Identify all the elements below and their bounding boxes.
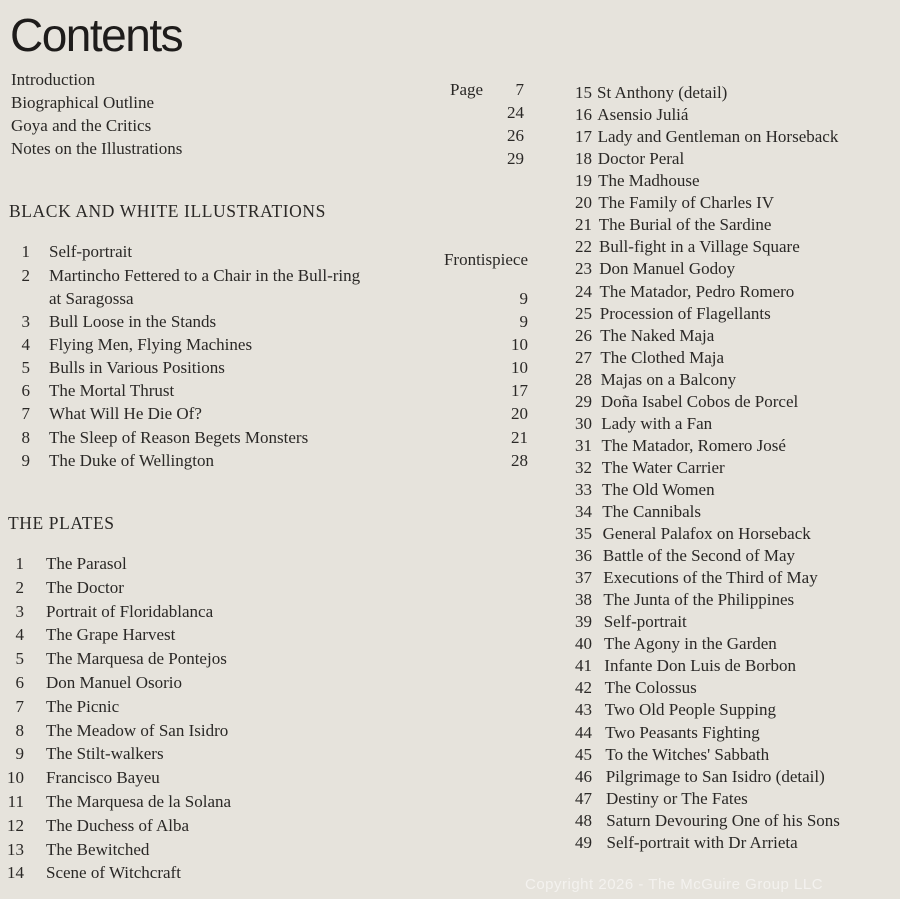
plate-item	[0, 649, 540, 669]
bw-item-number: 1	[21, 242, 30, 261]
plate-item	[0, 768, 540, 788]
plate-number: 15	[575, 83, 592, 102]
plate-item	[556, 259, 900, 279]
plate-title: Majas on a Balcony	[600, 369, 737, 389]
bw-item-title: Self-portrait	[49, 242, 133, 261]
bw-item-page-row	[0, 358, 540, 378]
plate-title: The Picnic	[46, 696, 120, 716]
plate-item	[556, 634, 900, 654]
plate-number: 14	[7, 863, 24, 883]
plate-item	[556, 678, 900, 698]
plate-number: 34	[575, 501, 592, 521]
plate-item	[556, 590, 900, 610]
toc-item-page: 7	[515, 80, 524, 99]
bw-item	[0, 266, 540, 286]
plate-item	[556, 767, 900, 787]
plate-title: Battle of the Second of May	[602, 546, 796, 565]
plate-title: Don Manuel Godoy	[599, 259, 736, 279]
plate-number: 41	[575, 656, 592, 676]
plate-number: 3	[15, 601, 24, 621]
plate-title: The Junta of the Philippines	[603, 590, 795, 610]
plate-title: Infante Don Luis de Borbon	[604, 656, 796, 676]
plate-item	[556, 811, 900, 831]
plate-number: 24	[575, 281, 592, 301]
plate-item	[556, 656, 900, 676]
bw-item-page: Frontispiece	[443, 250, 528, 269]
bw-item-page-row	[0, 404, 540, 424]
plate-item	[556, 700, 900, 720]
plate-number: 22	[575, 237, 592, 257]
plate-title: Doctor Peral	[597, 149, 685, 169]
plate-item	[0, 721, 540, 741]
plate-item	[556, 745, 900, 765]
plate-number: 9	[15, 744, 24, 764]
plate-title: Procession of Flagellants	[599, 303, 771, 323]
plate-title: The Cannibals	[602, 501, 701, 521]
plate-item	[556, 480, 900, 500]
plate-item	[556, 370, 900, 390]
bw-item-title: Bulls in Various Positions	[49, 358, 225, 377]
plate-number: 32	[575, 457, 592, 477]
plate-item	[556, 546, 900, 566]
plate-number: 11	[7, 792, 24, 811]
bw-item-page-row	[0, 428, 540, 448]
bw-item-page: 9	[519, 289, 528, 308]
bw-item-title: The Mortal Thrust	[49, 381, 175, 400]
bw-item-title-cont: at Saragossa	[49, 289, 134, 308]
plate-title: The Stilt-walkers	[46, 744, 164, 764]
plate-item	[556, 348, 900, 368]
plate-title: Bull-fight in a Village Square	[599, 237, 800, 257]
bw-item-number: 9	[21, 451, 30, 470]
plate-title: Self-portrait with Dr Arrieta	[606, 832, 798, 852]
plate-number: 44	[575, 722, 592, 742]
plate-title: The Matador, Pedro Romero	[599, 281, 795, 301]
plate-item	[0, 863, 540, 883]
plate-number: 46	[575, 766, 592, 786]
bw-item-title: Flying Men, Flying Machines	[49, 335, 253, 354]
plate-number: 17	[575, 127, 592, 147]
plate-number: 4	[15, 625, 24, 645]
bw-item-title: The Sleep of Reason Begets Monsters	[49, 428, 309, 447]
plate-number: 8	[15, 720, 24, 740]
plate-number: 19	[575, 171, 592, 191]
toc-item-text: Notes on the Illustrations	[11, 139, 183, 158]
plate-item	[556, 171, 900, 191]
plate-number: 2	[15, 577, 24, 597]
plate-item	[556, 502, 900, 522]
plate-item	[556, 436, 900, 456]
plate-item	[556, 304, 900, 324]
bw-heading: BLACK AND WHITE ILLUSTRATIONS	[9, 201, 326, 221]
plate-title: The Bewitched	[46, 839, 150, 859]
plate-item	[0, 625, 540, 645]
plate-title: The Clothed Maja	[600, 347, 725, 367]
page-label: Page	[450, 80, 484, 99]
plate-title: The Naked Maja	[600, 325, 715, 345]
plate-number: 30	[575, 413, 592, 433]
bw-item-page-row	[0, 451, 540, 471]
bw-item-number: 6	[21, 381, 30, 400]
plate-number: 33	[575, 479, 592, 499]
plate-title: The Marquesa de la Solana	[46, 792, 232, 811]
plate-item	[556, 83, 900, 103]
plate-item	[556, 105, 900, 125]
plate-title: Asensio Juliá	[597, 105, 689, 124]
plate-item	[556, 833, 900, 853]
plate-title: The Burial of the Sardine	[598, 215, 772, 235]
plates-heading: THE PLATES	[8, 513, 115, 533]
plate-item	[556, 458, 900, 478]
bw-item-number: 3	[21, 312, 30, 331]
plate-item	[556, 215, 900, 235]
plate-title: The Parasol	[46, 554, 127, 573]
plate-item	[556, 149, 900, 169]
plate-item	[556, 392, 900, 412]
plate-number: 10	[7, 768, 24, 788]
plate-number: 39	[575, 612, 592, 632]
toc-item-text: Biographical Outline	[11, 93, 155, 112]
page-title: Contents	[10, 9, 183, 61]
plate-number: 38	[575, 590, 592, 610]
toc-item-page: 24	[507, 103, 524, 122]
plate-title: The Old Women	[602, 479, 715, 499]
plate-number: 7	[15, 696, 24, 716]
plate-number: 21	[575, 215, 592, 235]
plate-title: Portrait of Floridablanca	[46, 601, 214, 621]
plate-item	[0, 554, 540, 574]
plate-title: The Family of Charles IV	[598, 193, 775, 213]
plate-title: Francisco Bayeu	[46, 768, 160, 788]
plate-title: General Palafox on Horseback	[602, 524, 811, 543]
plate-item	[0, 602, 540, 622]
plate-number: 28	[575, 369, 592, 389]
plate-title: Lady with a Fan	[601, 413, 713, 433]
plate-item	[556, 723, 900, 743]
plate-number: 16	[575, 105, 592, 124]
plate-number: 20	[575, 193, 592, 213]
plate-title: Lady and Gentleman on Horseback	[597, 127, 839, 147]
plate-title: The Marquesa de Pontejos	[46, 649, 227, 669]
plate-title: Saturn Devouring One of his Sons	[606, 810, 840, 830]
toc-item-page-row	[0, 149, 540, 169]
plate-title: Two Peasants Fighting	[605, 722, 760, 742]
plate-title: The Water Carrier	[601, 457, 725, 477]
plate-title: St Anthony (detail)	[597, 83, 728, 102]
bw-item-title: Martincho Fettered to a Chair in the Bull-ring	[49, 266, 361, 285]
plate-title: Destiny or The Fates	[606, 788, 748, 808]
plate-item	[0, 697, 540, 717]
bw-item-page: 28	[511, 451, 528, 470]
plate-number: 37	[575, 568, 592, 588]
plate-title: The Meadow of San Isidro	[46, 720, 229, 740]
plate-item	[556, 568, 900, 588]
plate-title: Pilgrimage to San Isidro (detail)	[605, 766, 825, 786]
right-column	[556, 0, 900, 899]
plate-item	[556, 612, 900, 632]
plate-item	[0, 792, 540, 812]
plate-item	[556, 127, 900, 147]
plate-number: 40	[575, 634, 592, 654]
bw-item-title: Bull Loose in the Stands	[49, 312, 217, 331]
plate-number: 18	[575, 149, 592, 169]
plate-number: 42	[575, 678, 592, 698]
bw-item-page: 9	[519, 312, 528, 331]
plate-item	[556, 282, 900, 302]
plate-number: 5	[15, 649, 24, 669]
plate-number: 31	[575, 435, 592, 455]
bw-item-cont	[0, 289, 540, 309]
plate-title: Self-portrait	[603, 612, 687, 632]
bw-item-page: 17	[511, 381, 528, 400]
plate-number: 12	[7, 815, 24, 835]
plate-title: The Grape Harvest	[46, 625, 176, 645]
plate-title: The Duchess of Alba	[46, 815, 190, 835]
plate-number: 43	[575, 700, 592, 720]
toc-item-text: Introduction	[11, 70, 96, 89]
plate-item	[556, 237, 900, 257]
plate-item	[0, 840, 540, 860]
plate-item	[556, 193, 900, 213]
plate-number: 27	[575, 347, 592, 367]
plate-number: 36	[575, 546, 592, 565]
copyright-watermark: Copyright 2026 - The McGuire Group LLC	[525, 876, 824, 893]
bw-item-page: 10	[511, 335, 528, 354]
plate-item	[556, 789, 900, 809]
plate-title: Scene of Witchcraft	[46, 863, 181, 883]
plate-title: Doña Isabel Cobos de Porcel	[600, 391, 799, 411]
bw-item-page-row	[0, 381, 540, 401]
plate-title: The Doctor	[46, 577, 124, 597]
plate-title: Don Manuel Osorio	[46, 673, 182, 692]
plate-number: 29	[575, 391, 592, 411]
plate-title: The Matador, Romero José	[601, 435, 786, 455]
bw-item-number: 2	[21, 266, 30, 285]
plate-title: The Colossus	[604, 678, 697, 698]
plate-number: 48	[575, 810, 592, 830]
bw-item-title: The Duke of Wellington	[49, 451, 214, 470]
bw-item-number: 5	[21, 358, 30, 377]
bw-item-page-row	[0, 335, 540, 355]
bw-item-page-row	[0, 312, 540, 332]
bw-item-number: 4	[21, 335, 30, 354]
plate-number: 35	[575, 524, 592, 543]
bw-item-number: 7	[21, 404, 30, 423]
plate-number: 25	[575, 303, 592, 323]
bw-item-title: What Will He Die Of?	[49, 404, 202, 423]
toc-item-page: 29	[507, 149, 524, 168]
toc-item-page: 26	[507, 126, 524, 145]
plate-number: 13	[7, 839, 24, 859]
bw-item-page: 21	[511, 428, 528, 447]
toc-item-text: Goya and the Critics	[11, 116, 152, 135]
plate-item	[0, 673, 540, 693]
plate-title: To the Witches' Sabbath	[605, 744, 770, 764]
plate-number: 23	[575, 259, 592, 279]
bw-item-number: 8	[21, 428, 30, 447]
plate-title: Executions of the Third of May	[603, 568, 818, 588]
plate-number: 6	[15, 673, 24, 692]
plate-item	[556, 414, 900, 434]
plate-title: The Agony in the Garden	[604, 634, 777, 654]
plate-item	[556, 524, 900, 544]
plate-number: 26	[575, 325, 592, 345]
bw-item-page: 20	[511, 404, 528, 423]
plate-number: 45	[575, 744, 592, 764]
plate-number: 49	[575, 832, 592, 852]
plate-item	[0, 578, 540, 598]
bw-item-page: 10	[511, 358, 528, 377]
plate-item	[0, 744, 540, 764]
plate-number: 1	[15, 554, 24, 573]
plate-item	[0, 816, 540, 836]
plate-title: Two Old People Supping	[604, 700, 776, 720]
plate-title: The Madhouse	[598, 171, 700, 191]
plate-item	[556, 326, 900, 346]
plate-number: 47	[575, 788, 592, 808]
